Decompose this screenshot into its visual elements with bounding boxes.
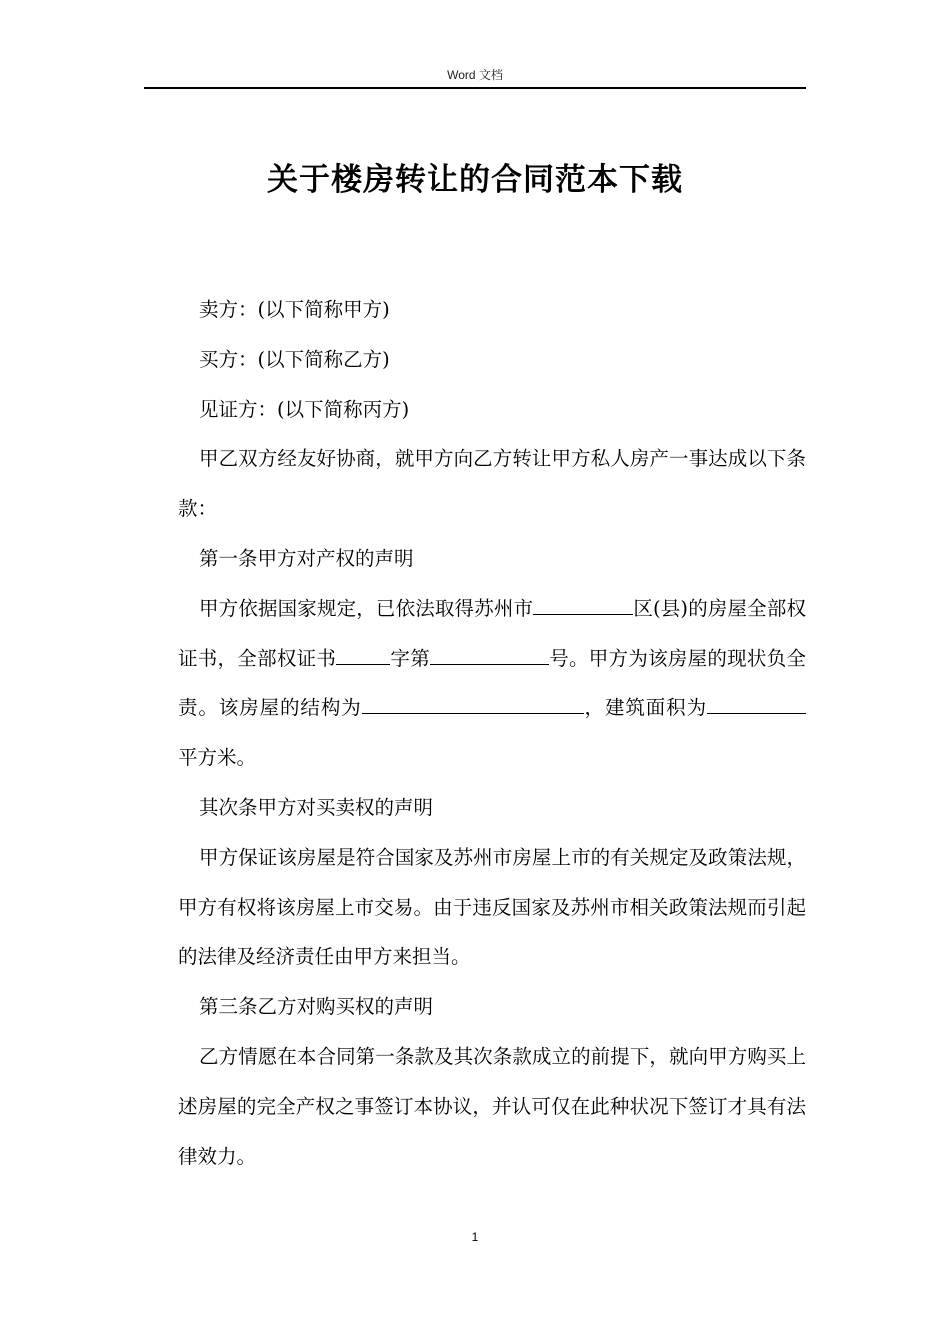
area-blank: [707, 693, 806, 714]
page-number: 1: [471, 1230, 479, 1244]
document-title: 关于楼房转让的合同范本下载: [267, 162, 683, 198]
structure-blank: [362, 693, 584, 714]
district-blank: [533, 593, 633, 614]
document-body: [178, 285, 806, 1181]
article-1-heading: 第一条甲方对产权的声明: [199, 546, 414, 570]
certificate-number-blank: [430, 643, 549, 664]
article-1-text-2: 区(县)的房屋全部权证书，全部权证书: [178, 596, 806, 670]
certificate-prefix-blank: [336, 643, 390, 664]
agreement-intro-paragraph: 甲乙双方经友好协商，就甲方向乙方转让甲方私人房产一事达成以下条款：: [178, 447, 806, 521]
article-1-text-5: ，建筑面积为: [583, 696, 707, 720]
buyer-line: 买方：(以下简称乙方): [199, 347, 390, 371]
article-1-text-6: 平方米。: [178, 746, 257, 770]
article-2-heading: 其次条甲方对买卖权的声明: [199, 795, 434, 819]
article-3-paragraph: 乙方情愿在本合同第一条款及其次条款成立的前提下，就向甲方购买上述房屋的完全产权之事签订本协议，并认可仅在此种状况下签订才具有法律效力。: [178, 1044, 806, 1168]
article-1-text-1: 甲方依据国家规定，已依法取得苏州市: [199, 596, 534, 620]
article-1-paragraph: [178, 584, 806, 783]
article-1-text-4: 号。甲方为该房屋的现状负全责。该房屋的结构为: [178, 646, 806, 720]
seller-line: 卖方：(以下简称甲方): [199, 298, 390, 321]
article-2-paragraph: 甲方保证该房屋是符合国家及苏州市房屋上市的有关规定及政策法规，甲方有权将该房屋上市交易。由于违反国家及苏州市相关政策法规而引起的法律及经济责任由甲方来担当。: [178, 845, 806, 969]
page-header-label: Word 文档: [447, 68, 503, 82]
article-1-text-3: 字第: [390, 646, 430, 670]
article-3-heading: 第三条乙方对购买权的声明: [199, 995, 434, 1019]
header-divider: [144, 87, 806, 89]
witness-line: 见证方：(以下简称丙方): [199, 397, 410, 421]
